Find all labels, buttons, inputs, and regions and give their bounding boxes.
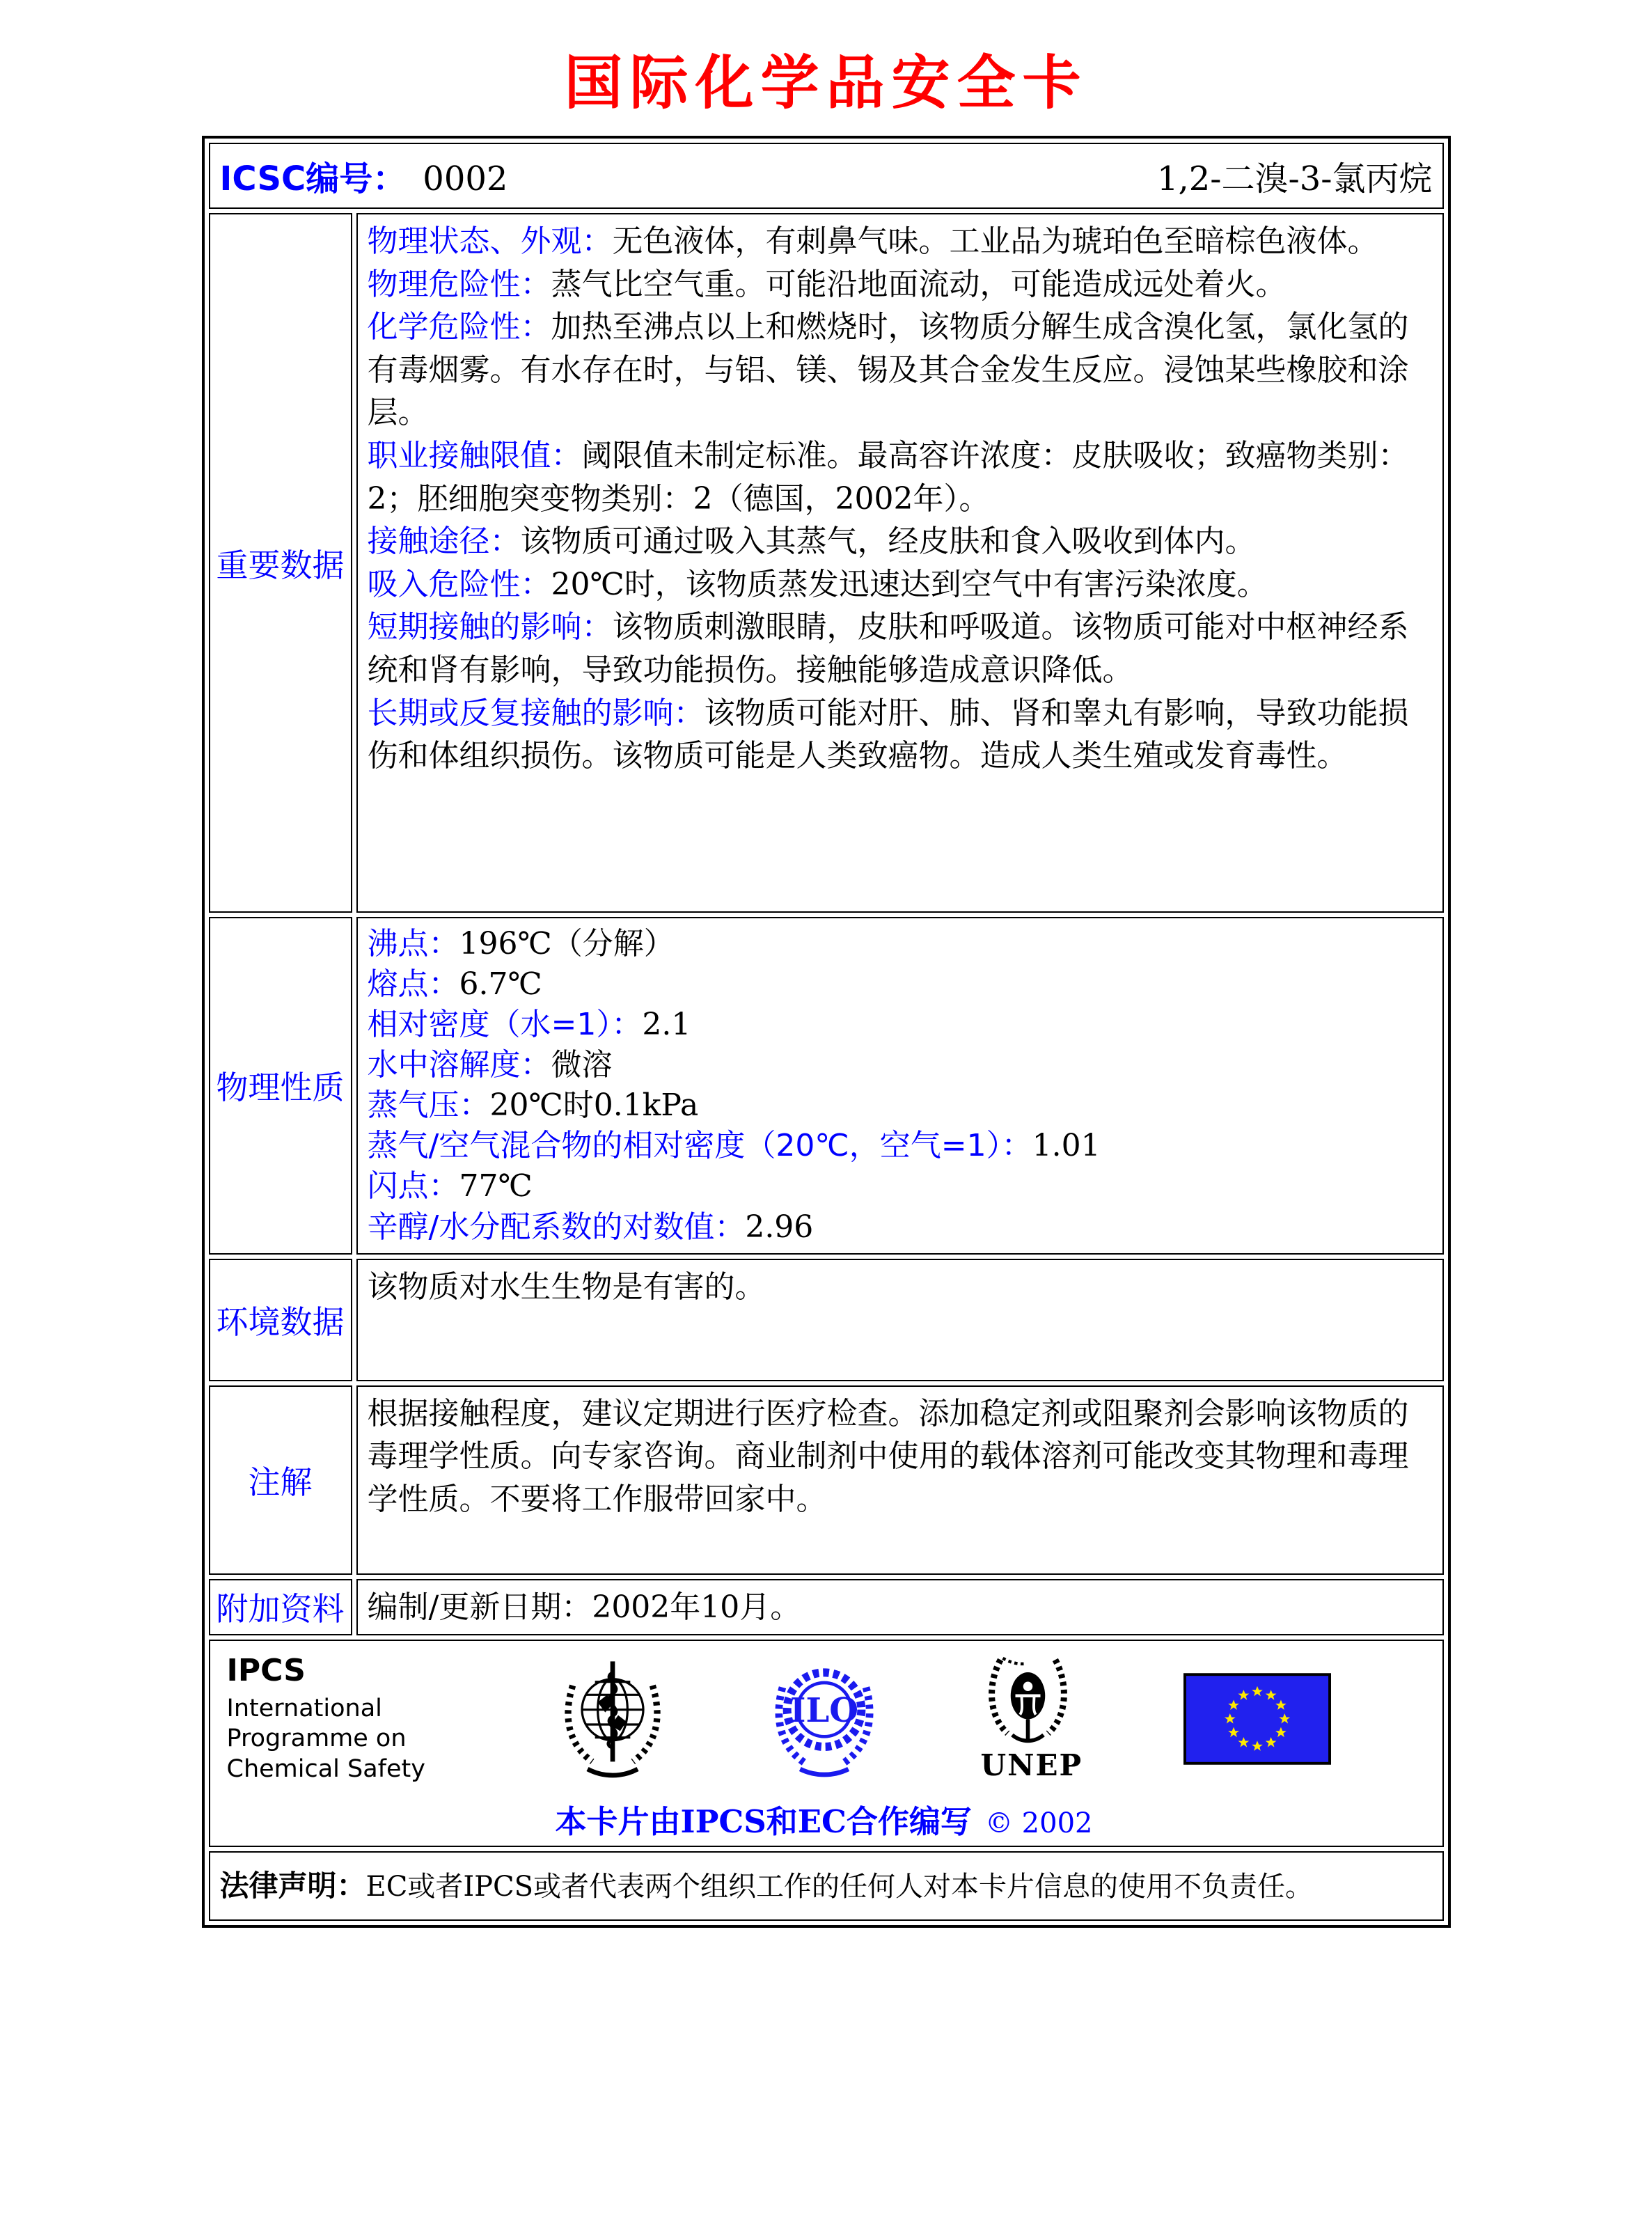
eu-flag-icon — [1183, 1673, 1331, 1765]
field-text: 蒸气比空气重。可能沿地面流动，可能造成远处着火。 — [551, 266, 1287, 302]
header-content — [220, 152, 1433, 200]
legal-cell — [209, 1851, 1444, 1921]
prop-value: 77℃ — [459, 1168, 533, 1204]
legal-notice-label: 法律声明： — [219, 1869, 366, 1903]
field-text: 加热至沸点以上和燃烧时，该物质分解生成含溴化氢，氯化氢的有毒烟雾。有水存在时，与铝、镁、锡及其合金发生反应。浸蚀某些橡胶和涂层。 — [367, 309, 1409, 431]
section-label-notes: 注解 — [248, 1463, 313, 1501]
ilo-icon — [769, 1653, 880, 1785]
prop-label: 蒸气/空气混合物的相对密度（20℃，空气=1）： — [367, 1128, 1032, 1164]
logos-strip — [227, 1651, 1422, 1786]
prop-label: 沸点： — [367, 926, 459, 961]
field-physical-dangers — [368, 263, 1433, 306]
prop-water-solubility — [368, 1045, 1433, 1085]
prop-label: 熔点： — [367, 966, 459, 1003]
legal-notice — [220, 1864, 1433, 1908]
field-label: 长期或反复接触的影响： — [367, 695, 705, 731]
who-icon — [557, 1653, 668, 1785]
prop-value: 2.1 — [642, 1007, 691, 1043]
unep-wordmark: UNEP — [980, 1748, 1083, 1783]
icsc-number-value: 0002 — [423, 159, 508, 198]
notes-text: 根据接触程度，建议定期进行医疗检查。添加稳定剂或阻聚剂会影响该物质的毒理学性质。向专家咨询。商业制剂中使用的载体溶剂可能改变其物理和毒理学性质。不要将工作服带回家中。 — [367, 1395, 1409, 1517]
environmental-data-row — [209, 1259, 1444, 1381]
ipcs-line-1: International — [226, 1694, 382, 1722]
important-data-content-cell — [356, 213, 1444, 913]
prop-value: 20℃时0.1kPa — [489, 1087, 699, 1124]
physical-properties-row — [209, 917, 1444, 1255]
additional-info-text: 编制/更新日期：2002年10月。 — [367, 1589, 801, 1625]
logos-row — [209, 1640, 1444, 1847]
field-text: 该物质可通过吸入其蒸气，经皮肤和食入吸收到体内。 — [520, 524, 1256, 560]
section-label-environmental-data: 环境数据 — [216, 1303, 345, 1341]
prop-value: 196℃（分解） — [459, 926, 675, 961]
section-label-important-data: 重要数据 — [216, 546, 345, 584]
prop-label: 水中溶解度： — [367, 1047, 551, 1083]
prop-melting-point — [368, 964, 1433, 1005]
important-data-row — [209, 213, 1444, 913]
field-short-term-effects — [368, 606, 1433, 691]
chemical-name: 1,2-二溴-3-氯丙烷 — [1156, 159, 1433, 198]
legal-row — [209, 1851, 1444, 1921]
field-label: 物理状态、外观： — [367, 223, 613, 259]
prop-value: 2.96 — [745, 1209, 814, 1245]
header-cell — [209, 143, 1444, 209]
credit-line — [227, 1796, 1422, 1841]
notes-row — [209, 1385, 1444, 1575]
additional-info-row — [209, 1579, 1444, 1636]
field-label: 化学危险性： — [367, 309, 551, 345]
unep-icon — [981, 1655, 1075, 1752]
unep-block — [981, 1655, 1083, 1782]
physical-properties-label-cell — [209, 917, 352, 1255]
prop-vapour-pressure — [368, 1085, 1433, 1126]
credit-text: 本卡片由IPCS和EC合作编写 — [555, 1803, 972, 1841]
ipcs-name: IPCS — [226, 1652, 306, 1688]
prop-value: 1.01 — [1032, 1128, 1101, 1164]
prop-value: 微溶 — [551, 1047, 613, 1083]
field-occupational-exposure-limits — [368, 434, 1433, 520]
field-text: 该物质可能对肝、肺、肾和睾丸有影响，导致功能损伤和体组织损伤。该物质可能是人类致癌物。造成人类生殖或发育毒性。 — [367, 695, 1409, 774]
header-row — [209, 143, 1444, 209]
prop-label: 闪点： — [367, 1168, 459, 1204]
important-data-label-cell — [209, 213, 352, 913]
field-chemical-dangers — [368, 306, 1433, 434]
field-label: 物理危险性： — [367, 266, 551, 302]
field-text: 无色液体，有刺鼻气味。工业品为琥珀色至暗棕色液体。 — [612, 223, 1378, 259]
field-physical-state-appearance — [368, 220, 1433, 263]
prop-flash-point — [368, 1166, 1433, 1207]
field-label: 吸入危险性： — [367, 566, 551, 602]
page-title: 国际化学品安全卡 — [564, 48, 1088, 117]
prop-label: 辛醇/水分配系数的对数值： — [367, 1209, 746, 1245]
prop-label: 相对密度（水=1）： — [367, 1007, 643, 1043]
section-label-physical-properties: 物理性质 — [216, 1069, 345, 1107]
icsc-card-table — [202, 136, 1451, 1928]
ilo-monogram: ILO — [790, 1690, 859, 1730]
prop-vapour-air-density — [368, 1126, 1433, 1166]
environmental-data-content-cell — [356, 1259, 1444, 1381]
logos-cell — [209, 1640, 1444, 1847]
prop-label: 蒸气压： — [367, 1087, 490, 1124]
field-label: 接触途径： — [367, 524, 521, 560]
additional-info-label-cell — [209, 1579, 352, 1636]
ipcs-line-3: Chemical Safety — [226, 1755, 425, 1784]
legal-notice-text: EC或者IPCS或者代表两个组织工作的任何人对本卡片信息的使用不负责任。 — [365, 1871, 1314, 1903]
field-label: 职业接触限值： — [367, 437, 582, 473]
copyright-text: © 2002 — [984, 1807, 1093, 1840]
environmental-data-text: 该物质对水生生物是有害的。 — [367, 1268, 766, 1305]
field-text: 该物质刺激眼睛，皮肤和呼吸道。该物质可能对中枢神经系统和肾有影响，导致功能损伤。接触能够造成意识降低。 — [367, 609, 1409, 688]
ipcs-line-2: Programme on — [226, 1725, 407, 1753]
icsc-number-label: ICSC编号： — [219, 159, 407, 198]
field-text: 阈限值未制定标准。最高容许浓度：皮肤吸收；致癌物类别：2；胚细胞突变物类别：2（德国，2002年）。 — [367, 437, 1409, 517]
notes-label-cell — [209, 1385, 352, 1575]
ipcs-text-block — [227, 1653, 457, 1785]
field-long-term-effects — [368, 692, 1433, 778]
prop-octanol-water-partition — [368, 1207, 1433, 1248]
icsc-number-group — [220, 152, 508, 200]
section-label-additional-info: 附加资料 — [216, 1590, 345, 1628]
prop-relative-density — [368, 1005, 1433, 1045]
prop-boiling-point — [368, 924, 1433, 964]
notes-content-cell — [356, 1385, 1444, 1575]
prop-value: 6.7℃ — [459, 966, 542, 1003]
field-text: 20℃时，该物质蒸发迅速达到空气中有害污染浓度。 — [551, 566, 1268, 602]
additional-info-content-cell — [356, 1579, 1444, 1636]
field-label: 短期接触的影响： — [367, 609, 613, 645]
physical-properties-content-cell — [356, 917, 1444, 1255]
environmental-data-label-cell — [209, 1259, 352, 1381]
field-routes-of-exposure — [368, 520, 1433, 563]
field-inhalation-risk — [368, 563, 1433, 606]
